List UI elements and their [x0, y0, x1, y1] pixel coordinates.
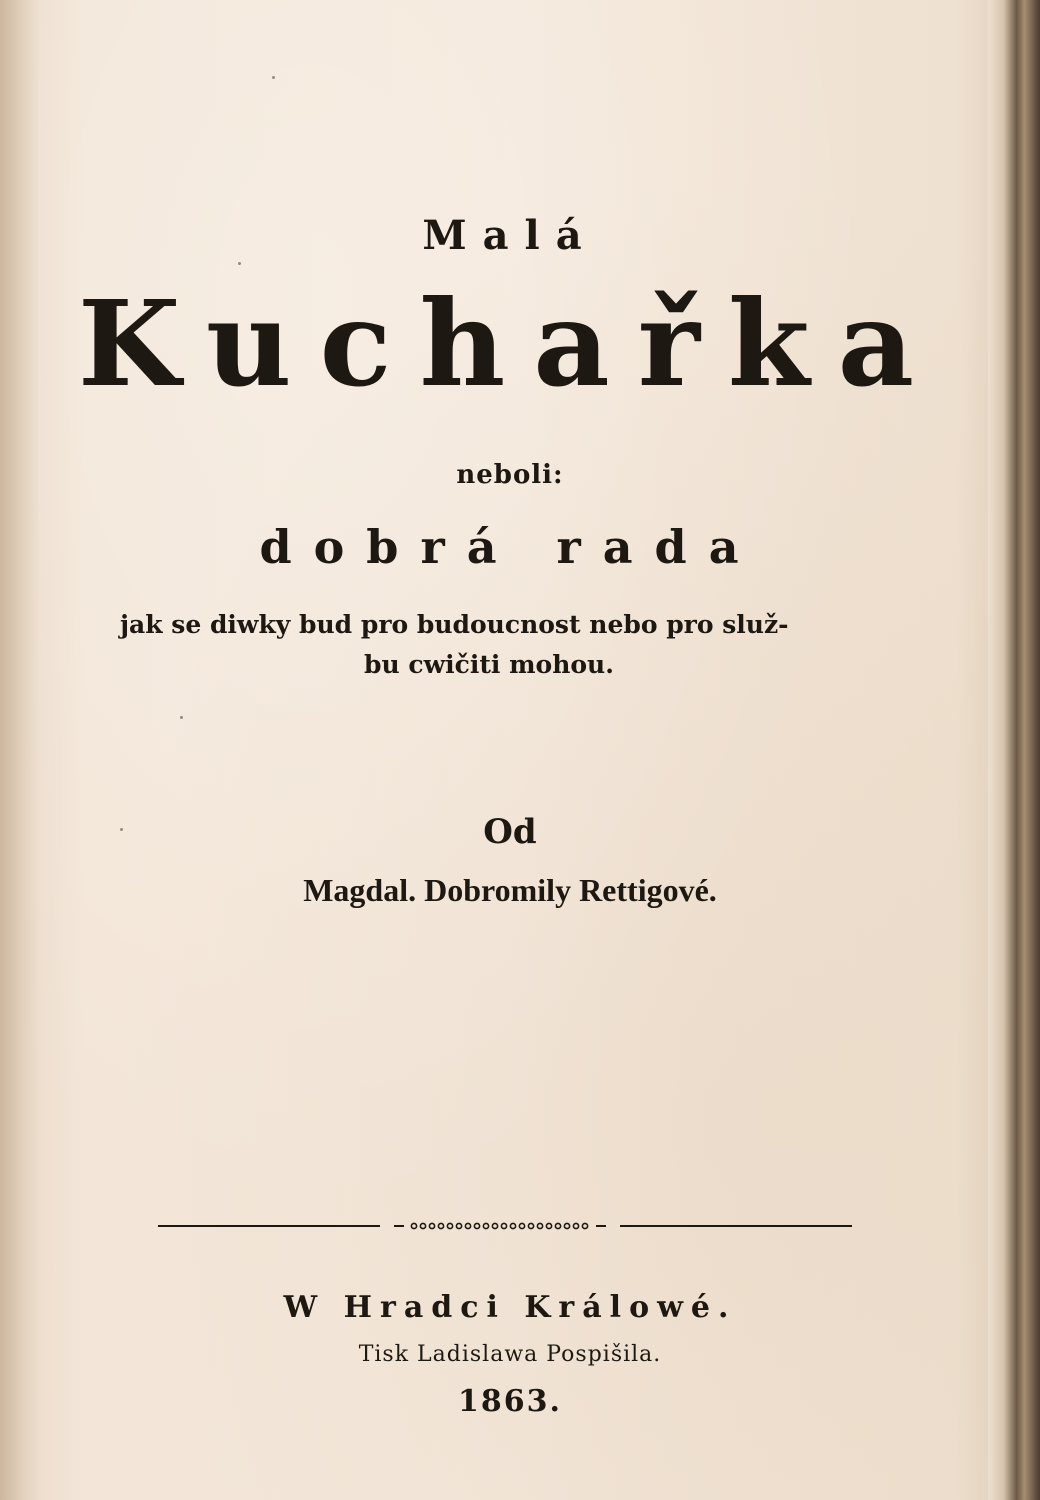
printer-line: Tisk Ladislawa Pospišila. — [358, 1342, 662, 1367]
small-title: Malá — [422, 212, 598, 259]
binding-gutter — [0, 0, 40, 1500]
page-edges — [988, 0, 1040, 1500]
by-label: Od — [483, 812, 537, 852]
main-title: Kuchařka — [77, 274, 943, 413]
description — [120, 605, 890, 685]
ornamental-divider — [158, 1222, 852, 1230]
publication-year: 1863. — [458, 1384, 562, 1419]
title-connector: neboli: — [456, 460, 564, 490]
description-line-2: bu cwičiti mohou. — [364, 650, 614, 679]
paper-speck — [120, 828, 123, 831]
description-line-1: jak se diwky bud pro budoucnost nebo pro služ- — [120, 610, 789, 639]
paper-speck — [180, 716, 183, 719]
paper-speck — [238, 262, 241, 265]
author-name: Magdal. Dobromily Rettigové. — [303, 872, 717, 908]
subtitle: dobrá rada — [259, 520, 761, 574]
paper-speck — [272, 76, 275, 79]
publication-place: W Hradci Králowé. — [283, 1290, 737, 1325]
